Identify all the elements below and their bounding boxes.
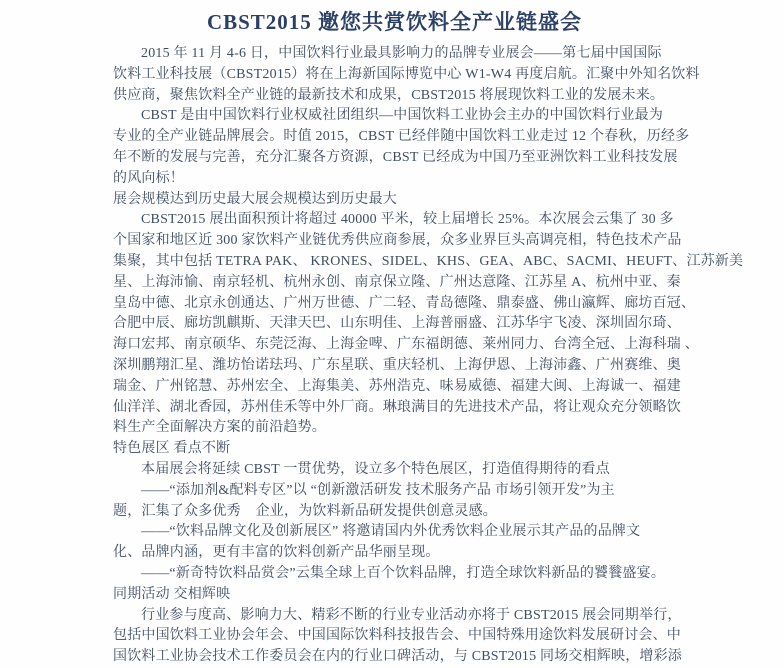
text-line: 2015 年 11 月 4-6 日，中国饮料行业最具影响力的品牌专业展会——第七届中国国际 — [141, 46, 662, 61]
text-line: 仙洋洋、湖北香园，苏州佳禾等中外厂商。琳琅满目的先进技术产品，将让观众充分领略饮 — [113, 399, 681, 415]
text-line: 特色展区 看点不断 — [113, 441, 231, 457]
text-line: 展会规模达到历史最大展会规模达到历史最大 — [113, 191, 397, 207]
text-line: 星、上海沛愉、南京轻机、杭州永创、南京保立隆、广州达意隆、江苏星 A、杭州中亚、秦 — [113, 274, 681, 290]
document-body — [113, 44, 744, 668]
text-line: 化、品牌内涵，更有丰富的饮料创新产品华丽呈现。 — [113, 545, 440, 561]
text-line: 供应商，聚焦饮料全产业链的最新技术和成果，CBST2015 将展现饮料工业的发展未来。 — [113, 87, 665, 103]
document-title: CBST2015 邀您共赏饮料全产业链盛会 — [206, 10, 583, 34]
text-line: 集聚，其中包括 TETRA PAK、 KRONES、SIDEL、KHS、GEA、ABC、SACMI、HEUFT、江苏新美 — [113, 253, 744, 269]
text-line: 同期活动 交相辉映 — [113, 586, 231, 602]
text-line: 皇岛中德、北京永创通达、广州万世德、广二轻、青岛德隆、鼎泰盛、佛山瀛辉、廊坊百冠、 — [113, 295, 696, 311]
text-line: ——“添加剂&配料专区”以 “创新激活研发 技术服务产品 市场引领开发”为主 — [141, 482, 615, 498]
text-line: 本届展会将延续 CBST 一贯优势，设立多个特色展区，打造值得期待的看点 — [141, 461, 610, 477]
text-line: CBST2015 展出面积预计将超过 40000 平米，较上届增长 25%。本次展会云集了 30 多 — [141, 212, 674, 228]
text-line: 个国家和地区近 300 家饮料产业链优秀供应商参展，众多业界巨头高调亮相，特色技术产品 — [113, 233, 682, 249]
text-line: 题，汇集了众多优秀 企业，为饮料新品研发提供创意灵感。 — [113, 503, 497, 519]
text-line: 瑞金、广州铭慧、苏州宏全、上海集美、苏州浩克、味易威德、福建大闽、上海诚一、福建 — [113, 378, 681, 394]
text-line: 专业的全产业链品牌展会。时值 2015，CBST 已经伴随中国饮料工业走过 12 个春秋，历经多 — [113, 129, 690, 145]
text-line: 的风向标！ — [113, 170, 184, 186]
text-line: 国饮料工业协会技术工作委员会在内的行业口碑活动，与 CBST2015 同场交相辉映，增彩添 — [113, 649, 683, 665]
text-line: 合肥中辰、廊坊凯麒斯、天津天巴、山东明佳、上海普丽盛、江苏华宇飞凌、深圳固尔琦、 — [113, 316, 681, 332]
text-line: 包括中国饮料工业协会年会、中国国际饮料科技报告会、中国特殊用途饮料发展研讨会、中 — [113, 628, 681, 644]
text-line: 料生产全面解决方案的前沿趋势。 — [113, 420, 326, 436]
text-line: ——“饮料品牌文化及创新展区” 将邀请国内外优秀饮料企业展示其产品的品牌文 — [141, 524, 641, 540]
text-line: 深圳鹏翔汇星、潍坊怡诺珐玛、广东星联、重庆轻机、上海伊恩、上海沛鑫、广州赛维、奥 — [113, 357, 681, 373]
text-line: 年不断的发展与完善，充分汇聚各方资源，CBST 已经成为中国乃至亚洲饮料工业科技发展 — [113, 149, 678, 165]
text-line: 行业参与度高、影响力大、精彩不断的行业专业活动亦将于 CBST2015 展会同期举行， — [141, 607, 682, 623]
text-line: 海口宏邦、南京硕华、东莞泛海、上海金啤、广东福朗德、莱州同力、台湾全冠、上海科瑞 、 — [113, 337, 699, 353]
text-line: ——“新奇特饮料品赏会”云集全球上百个饮料品牌，打造全球饮料新品的饕餮盛宴。 — [141, 565, 666, 581]
text-line: CBST 是由中国饮料行业权威社团组织—中国饮料工业协会主办的中国饮料行业最为 — [141, 108, 664, 124]
text-line: 饮料工业科技展（CBST2015）将在上海新国际博览中心 W1-W4 再度启航。汇聚中外知名饮料 — [113, 66, 700, 82]
